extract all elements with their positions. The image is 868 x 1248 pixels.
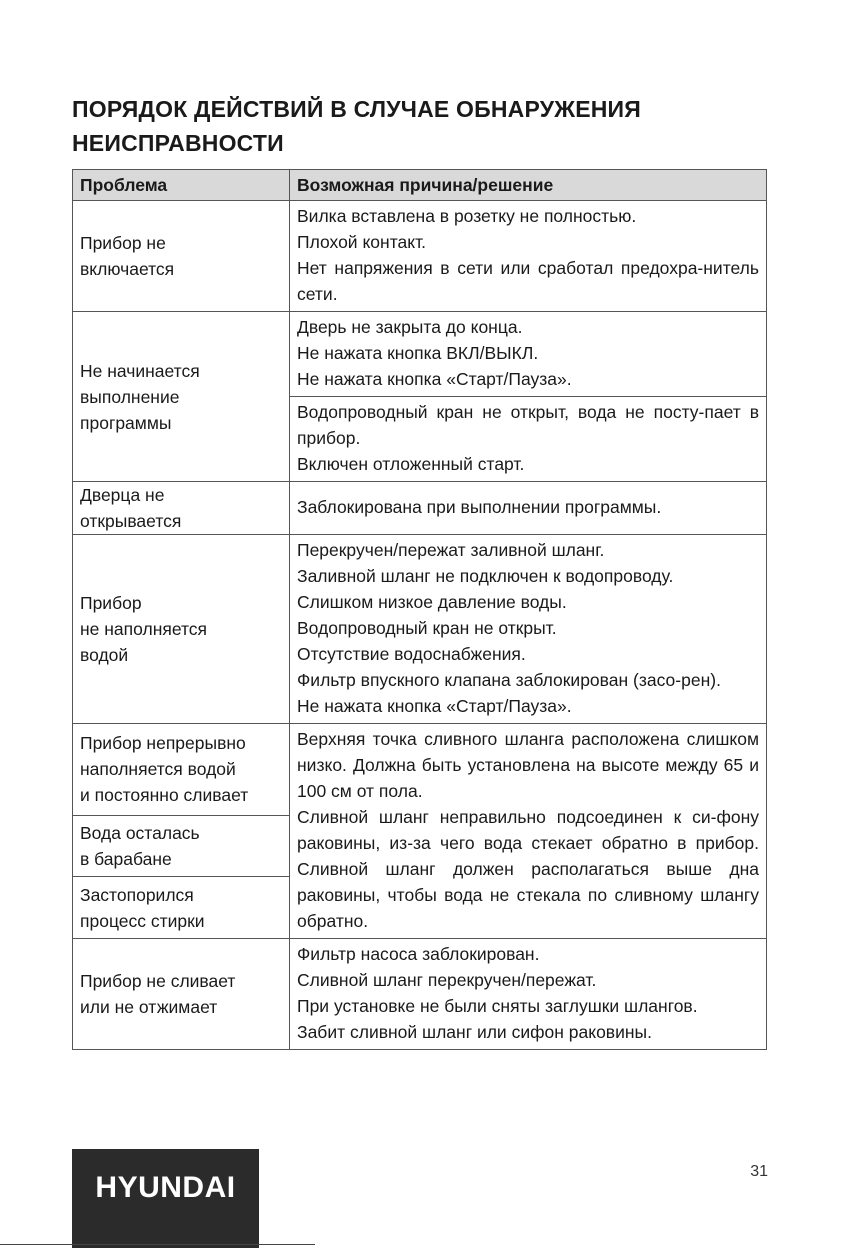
problem-cell [73,482,290,535]
cause-line: Не нажата кнопка «Старт/Пауза». [297,696,572,716]
problem-cell [73,312,290,482]
problem-cell [73,877,290,939]
cause-cell [290,535,767,724]
brand-logo [72,1149,259,1248]
table-row [73,312,767,397]
cause-line: Плохой контакт. [297,232,427,252]
problem-line: Прибор непрерывно [80,733,246,754]
problem-line: процесс стирки [80,910,205,931]
page-title [72,92,792,160]
cause-cell [290,482,767,535]
problem-cell [73,201,290,312]
cause-line: Слишком низкое давление воды. [297,592,567,612]
problem-line: Не начинается [80,360,200,381]
cause-line: Дверь не закрыта до конца. [297,317,523,337]
brand-logo-text: HYUNDAI [95,1171,236,1204]
page-number: 31 [750,1163,768,1180]
table-row [73,201,767,312]
troubleshooting-table [72,169,767,1050]
cause-line: Водопроводный кран не открыт. [297,618,557,638]
cause-line: Не нажата кнопка «Старт/Пауза». [297,369,572,389]
table-row [73,724,767,816]
problem-cell [73,724,290,816]
table-header-row [73,170,767,201]
problem-line: программы [80,412,172,433]
problem-line: выполнение [80,386,180,407]
bottom-divider [0,1244,315,1245]
cause-cell [290,939,767,1050]
cause-line: Вилка вставлена в розетку не полностью. [297,206,637,226]
cause-line: Нет напряжения в сети или сработал предохра-нитель сети. [297,258,759,304]
problem-line: Застопорился [80,884,194,905]
cause-line: Заблокирована при выполнении программы. [297,497,662,517]
problem-line: Прибор не [80,233,166,253]
problem-line: Вода осталась [80,823,200,844]
table-row [73,482,767,535]
problem-cell [73,815,290,877]
cause-line: Сливной шланг перекручен/пережат. [297,970,597,990]
problem-line: Прибор [80,593,142,613]
problem-line: в барабане [80,849,172,870]
title-line-1: ПОРЯДОК ДЕЙСТВИЙ В СЛУЧАЕ ОБНАРУЖЕНИЯ [72,96,642,122]
problem-line: и постоянно сливает [80,785,249,806]
table-row [73,535,767,724]
problem-line: включается [80,259,175,279]
problem-line: или не отжимает [80,997,218,1017]
cause-cell [290,397,767,482]
cause-cell [290,724,767,939]
cause-line: Не нажата кнопка ВКЛ/ВЫКЛ. [297,343,539,363]
problem-cell [73,535,290,724]
title-line-2: НЕИСПРАВНОСТИ [72,130,284,156]
cause-line: При установке не были сняты заглушки шлангов. [297,996,698,1016]
problem-line: водой [80,645,129,665]
problem-line: открывается [80,511,182,531]
cause-line: Верхняя точка сливного шланга расположена слишком низко. Должна быть установлена на высоте между 65 и 100 см от пола. [297,729,759,801]
cause-line: Заливной шланг не подключен к водопроводу. [297,566,674,586]
cause-cell [290,201,767,312]
header-problem: Проблема [73,170,290,201]
cause-line: Водопроводный кран не открыт, вода не посту-пает в прибор. [297,402,759,448]
cause-line: Включен отложенный старт. [297,454,525,474]
problem-line: Прибор не сливает [80,971,236,991]
table-row [73,939,767,1050]
cause-cell [290,312,767,397]
header-cause-solution: Возможная причина/решение [290,170,767,201]
cause-line: Перекручен/пережат заливной шланг. [297,540,605,560]
cause-line: Сливной шланг неправильно подсоединен к си-фону раковины, из-за чего вода стекает обратно в прибор. Сливной шланг должен располагаться выше дна раковины, чтобы вода не стекала по сливному шлангу обратно. [297,807,759,931]
problem-line: Дверца не [80,485,165,505]
cause-line: Фильтр насоса заблокирован. [297,944,540,964]
cause-line: Отсутствие водоснабжения. [297,644,526,664]
problem-cell [73,939,290,1050]
problem-line: наполняется водой [80,759,236,780]
cause-line: Фильтр впускного клапана заблокирован (засо-рен). [297,670,721,690]
problem-line: не наполняется [80,619,208,639]
cause-line: Забит сливной шланг или сифон раковины. [297,1022,652,1042]
